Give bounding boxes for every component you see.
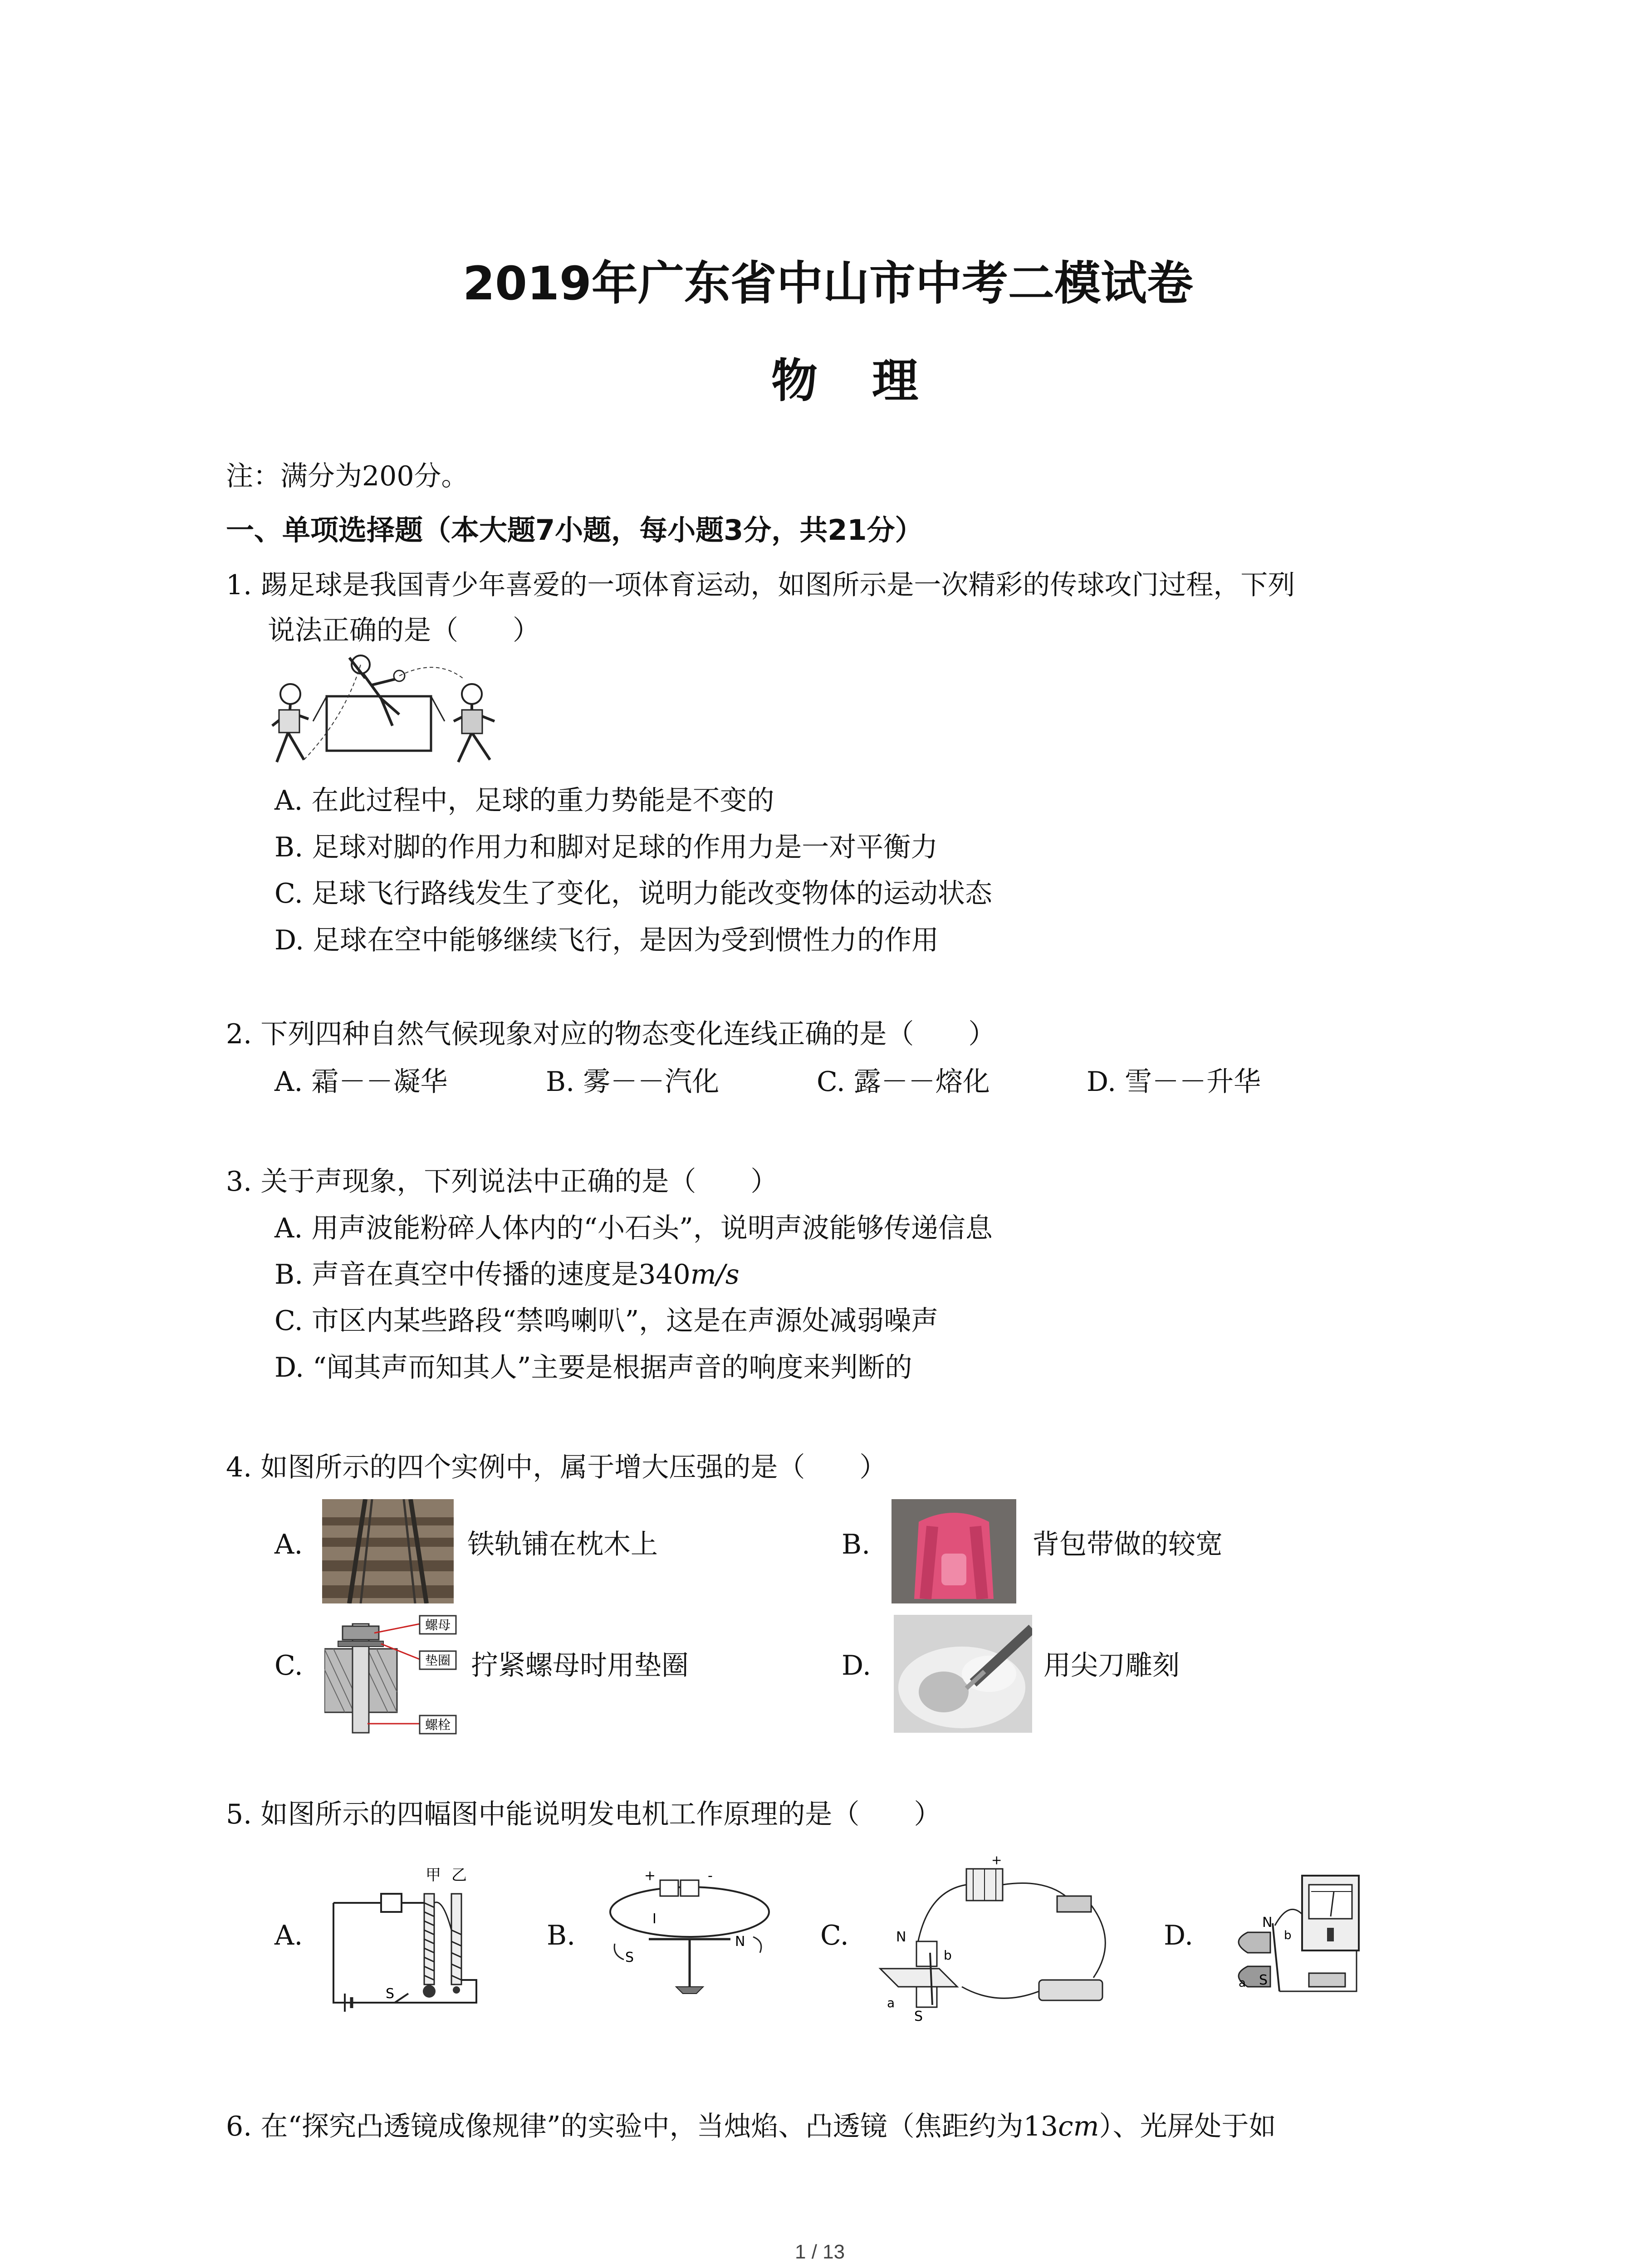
q1-stem-line2: 说法正确的是（ ）	[268, 615, 540, 646]
fig-a-label-yi: 乙	[451, 1866, 467, 1884]
fig-c-label-n: N	[896, 1929, 906, 1945]
q1-option-c: C. 足球飞行路线发生了变化，说明力能改变物体的运动状态	[274, 878, 992, 909]
fig-b-label-minus: -	[708, 1868, 713, 1884]
q4-option-b-text: 背包带做的较宽	[1032, 1529, 1223, 1560]
bolt-label-nut: 螺母	[425, 1618, 451, 1633]
fig-d-label-n: N	[1262, 1915, 1273, 1931]
q3-option-b-unit: m/s	[690, 1259, 740, 1290]
motor-circuit-diagram	[871, 1851, 1134, 2023]
q4-option-d-letter: D.	[842, 1650, 872, 1681]
q6-stem	[226, 2113, 1276, 2140]
soccer-pass-illustration	[263, 653, 517, 780]
q1-option-a: A. 在此过程中，足球的重力势能是不变的	[274, 785, 774, 816]
page-title: 2019年广东省中山市中考二模试卷	[463, 257, 1193, 311]
fig-b-label-s: S	[625, 1950, 634, 1965]
fig-d-label-a: a	[1239, 1976, 1246, 1990]
section-heading: 一、单项选择题（本大题7小题，每小题3分，共21分）	[226, 513, 923, 547]
backpack-photo	[892, 1499, 1016, 1603]
generator-galvanometer-diagram	[1220, 1873, 1377, 2000]
q3-option-a: A. 用声波能粉碎人体内的“小石头”，说明声波能够传递信息	[274, 1212, 993, 1244]
q1-option-b: B. 足球对脚的作用力和脚对足球的作用力是一对平衡力	[274, 831, 938, 863]
fig-b-label-plus: +	[644, 1868, 656, 1884]
oersted-compass-diagram	[599, 1862, 780, 1998]
bolt-label-washer: 垫圈	[425, 1653, 451, 1668]
q3-option-b-text: B. 声音在真空中传播的速度是340	[274, 1259, 691, 1290]
q3-option-d: D. “闻其声而知其人”主要是根据声音的响度来判断的	[274, 1352, 912, 1383]
q6-stem-pre: 6. 在“探究凸透镜成像规律”的实验中，当烛焰、凸透镜（焦距约为13	[226, 2111, 1058, 2142]
bolt-washer-diagram	[324, 1615, 460, 1737]
q4-option-c-letter: C.	[274, 1650, 303, 1681]
q6-stem-post: ）、光屏处于如	[1099, 2111, 1276, 2142]
q4-option-a-text: 铁轨铺在枕木上	[467, 1529, 658, 1560]
bolt-label-bolt: 螺栓	[425, 1717, 451, 1732]
q2-option-d: D. 雪－－升华	[1087, 1066, 1261, 1098]
fig-a-label-s: S	[386, 1986, 395, 2002]
q6-stem-unit: cm	[1058, 2111, 1099, 2142]
electromagnet-circuit-diagram	[327, 1862, 490, 2014]
q5-stem: 5. 如图所示的四幅图中能说明发电机工作原理的是（ ）	[226, 1799, 941, 1830]
q4-option-d-text: 用尖刀雕刻	[1043, 1650, 1180, 1681]
fig-d-label-s: S	[1259, 1972, 1268, 1988]
q5-option-c-letter: C.	[820, 1920, 849, 1951]
score-note: 注：满分为200分。	[226, 460, 469, 492]
q2-stem: 2. 下列四种自然气候现象对应的物态变化连线正确的是（ ）	[226, 1018, 996, 1050]
fig-c-label-a: a	[887, 1995, 895, 2010]
fig-c-label-b: b	[944, 1948, 952, 1963]
q1-option-d: D. 足球在空中能够继续飞行，是因为受到惯性力的作用	[274, 924, 939, 956]
fig-a-label-jia: 甲	[426, 1866, 441, 1884]
q3-stem: 3. 关于声现象，下列说法中正确的是（ ）	[226, 1166, 778, 1198]
q1-stem-line1: 1. 踢足球是我国青少年喜爱的一项体育运动，如图所示是一次精彩的传球攻门过程，下列	[226, 569, 1295, 601]
q2-option-b: B. 雾－－汽化	[546, 1066, 720, 1098]
q2-option-c: C. 露－－熔化	[817, 1066, 990, 1098]
knife-carving-photo	[894, 1615, 1032, 1733]
q4-option-b-letter: B.	[842, 1529, 871, 1560]
railway-track-photo	[322, 1499, 454, 1603]
q5-option-b-letter: B.	[547, 1920, 576, 1951]
q2-option-a: A. 霜－－凝华	[274, 1066, 448, 1098]
page-number: 1 / 13	[795, 2241, 845, 2263]
q4-option-c-text: 拧紧螺母时用垫圈	[471, 1650, 689, 1681]
q3-option-c: C. 市区内某些路段“禁鸣喇叭”，这是在声源处减弱噪声	[274, 1305, 939, 1337]
q4-stem: 4. 如图所示的四个实例中，属于增大压强的是（ ）	[226, 1452, 887, 1483]
fig-c-label-s: S	[914, 2009, 923, 2023]
fig-c-label-plus: +	[991, 1853, 1002, 1867]
fig-b-label-n: N	[735, 1934, 745, 1950]
q5-option-d-letter: D.	[1164, 1920, 1194, 1951]
fig-d-label-b: b	[1284, 1929, 1292, 1942]
q3-option-b	[274, 1261, 740, 1288]
fig-b-label-i: I	[652, 1911, 656, 1927]
page-subject: 物理	[771, 354, 973, 408]
q5-option-a-letter: A.	[274, 1920, 303, 1951]
q4-option-a-letter: A.	[274, 1529, 303, 1560]
